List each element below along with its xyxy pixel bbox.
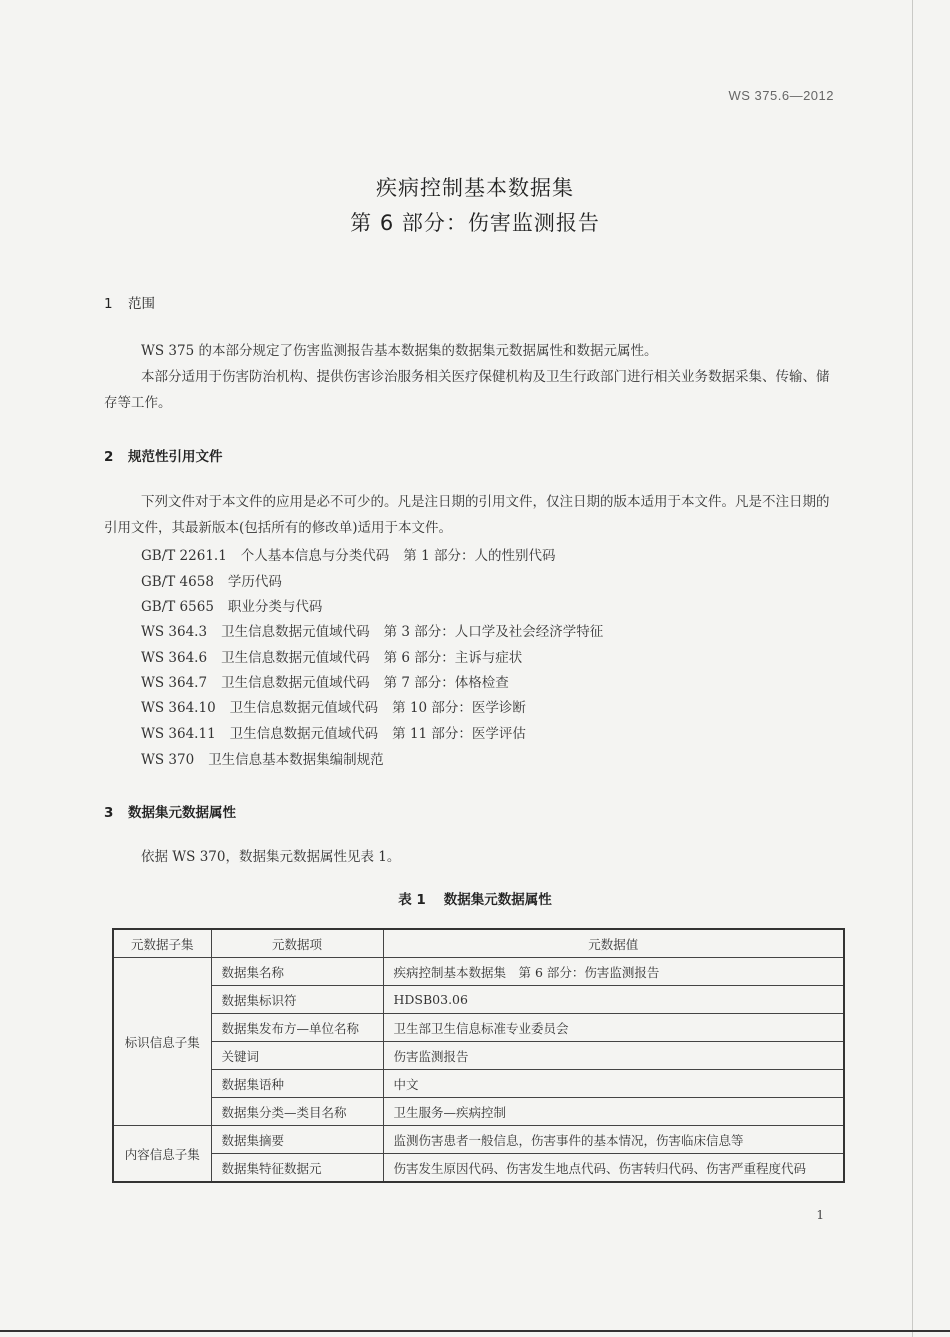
reference-title: 卫生信息数据元值域代码 xyxy=(221,675,370,691)
column-header: 元数据子集 xyxy=(113,929,211,958)
reference-code: WS 370 xyxy=(141,752,195,768)
standard-number: WS 375.6—2012 xyxy=(728,88,834,103)
table-caption-title: 数据集元数据属性 xyxy=(443,892,552,908)
reference-part: 第 7 部分：体格检查 xyxy=(383,675,509,691)
reference-part: 第 6 部分：主诉与症状 xyxy=(383,650,523,666)
table-header-row xyxy=(113,929,844,958)
reference-code: WS 364.6 xyxy=(141,650,208,666)
table-row xyxy=(113,1070,844,1098)
value-cell: HDSB03.06 xyxy=(383,986,844,1014)
subset-cell: 内容信息子集 xyxy=(113,1126,211,1183)
reference-item xyxy=(141,646,522,666)
value-cell: 卫生服务—疾病控制 xyxy=(383,1098,844,1126)
section-heading-scope xyxy=(104,292,155,312)
value-cell: 伤害监测报告 xyxy=(383,1042,844,1070)
reference-title: 职业分类与代码 xyxy=(227,599,323,615)
paragraph: 本部分适用于伤害防治机构、提供伤害诊治服务相关医疗保健机构及卫生行政部门进行相关业务数据采集、传输、储存等工作。 xyxy=(104,369,830,411)
value-cell: 卫生部卫生信息标准专业委员会 xyxy=(383,1014,844,1042)
paragraph: 下列文件对于本文件的应用是必不可少的。凡是注日期的引用文件，仅注日期的版本适用于本文件。凡是不注日期的引用文件，其最新版本(包括所有的修改单)适用于本文件。 xyxy=(104,494,830,536)
section-title: 数据集元数据属性 xyxy=(128,805,236,821)
reference-code: WS 364.3 xyxy=(141,624,208,640)
value-cell: 中文 xyxy=(383,1070,844,1098)
reference-item xyxy=(141,570,282,590)
reference-code: WS 364.7 xyxy=(141,675,208,691)
paragraph: WS 375 的本部分规定了伤害监测报告基本数据集的数据集元数据属性和数据元属性。 xyxy=(141,343,658,359)
metadata-table xyxy=(112,928,845,1183)
section-heading-normative-references xyxy=(104,445,223,465)
reference-code: GB/T 6565 xyxy=(141,599,214,615)
item-cell: 数据集语种 xyxy=(211,1070,383,1098)
item-cell: 数据集分类—类目名称 xyxy=(211,1098,383,1126)
table-caption-label: 表 1 xyxy=(398,892,426,908)
reference-title: 卫生信息数据元值域代码 xyxy=(221,624,370,640)
section-number: 1 xyxy=(104,296,113,312)
reference-part: 第 1 部分：人的性别代码 xyxy=(403,548,556,564)
item-cell: 数据集摘要 xyxy=(211,1126,383,1154)
item-cell: 数据集名称 xyxy=(211,958,383,986)
reference-code: WS 364.11 xyxy=(141,726,216,742)
reference-code: GB/T 4658 xyxy=(141,574,214,590)
reference-item xyxy=(141,671,509,691)
table-row xyxy=(113,1126,844,1154)
reference-code: WS 364.10 xyxy=(141,700,216,716)
item-cell: 关键词 xyxy=(211,1042,383,1070)
section-number: 3 xyxy=(104,805,114,821)
page-bottom-border xyxy=(0,1330,950,1332)
section-title: 范围 xyxy=(128,296,155,312)
table-row xyxy=(113,1098,844,1126)
reference-title: 个人基本信息与分类代码 xyxy=(240,548,390,564)
value-cell: 监测伤害患者一般信息，伤害事件的基本情况，伤害临床信息等 xyxy=(383,1126,844,1154)
item-cell: 数据集发布方—单位名称 xyxy=(211,1014,383,1042)
reference-code: GB/T 2261.1 xyxy=(141,548,227,564)
table-caption xyxy=(0,888,950,908)
reference-item xyxy=(141,722,526,742)
table-row xyxy=(113,958,844,986)
reference-item xyxy=(141,595,322,615)
section-heading-metadata-attributes xyxy=(104,801,236,821)
reference-part: 第 10 部分：医学诊断 xyxy=(392,700,526,716)
reference-part: 第 3 部分：人口学及社会经济学特征 xyxy=(383,624,604,640)
reference-part: 第 11 部分：医学评估 xyxy=(392,726,526,742)
table-row xyxy=(113,986,844,1014)
item-cell: 数据集标识符 xyxy=(211,986,383,1014)
value-cell: 疾病控制基本数据集 第 6 部分：伤害监测报告 xyxy=(383,958,844,986)
document-subtitle: 第 6 部分：伤害监测报告 xyxy=(350,211,600,235)
reference-item xyxy=(141,748,384,768)
value-cell: 伤害发生原因代码、伤害发生地点代码、伤害转归代码、伤害严重程度代码 xyxy=(383,1154,844,1183)
reference-item xyxy=(141,544,555,564)
table-row xyxy=(113,1042,844,1070)
reference-title: 卫生信息数据元值域代码 xyxy=(229,700,379,716)
reference-title: 卫生信息数据元值域代码 xyxy=(229,726,379,742)
document-title: 疾病控制基本数据集 xyxy=(376,176,574,200)
reference-title: 卫生信息数据元值域代码 xyxy=(221,650,370,666)
column-header: 元数据值 xyxy=(383,929,844,958)
subset-cell: 标识信息子集 xyxy=(113,958,211,1126)
reference-item xyxy=(141,620,603,640)
reference-title: 学历代码 xyxy=(227,574,282,590)
section-title: 规范性引用文件 xyxy=(128,449,223,465)
reference-item xyxy=(141,696,526,716)
table-row xyxy=(113,1154,844,1183)
section-number: 2 xyxy=(104,449,114,465)
table-row xyxy=(113,1014,844,1042)
column-header: 元数据项 xyxy=(211,929,383,958)
reference-title: 卫生信息基本数据集编制规范 xyxy=(208,752,384,768)
item-cell: 数据集特征数据元 xyxy=(211,1154,383,1183)
page-number: 1 xyxy=(816,1208,824,1222)
paragraph: 依据 WS 370，数据集元数据属性见表 1。 xyxy=(141,849,401,865)
